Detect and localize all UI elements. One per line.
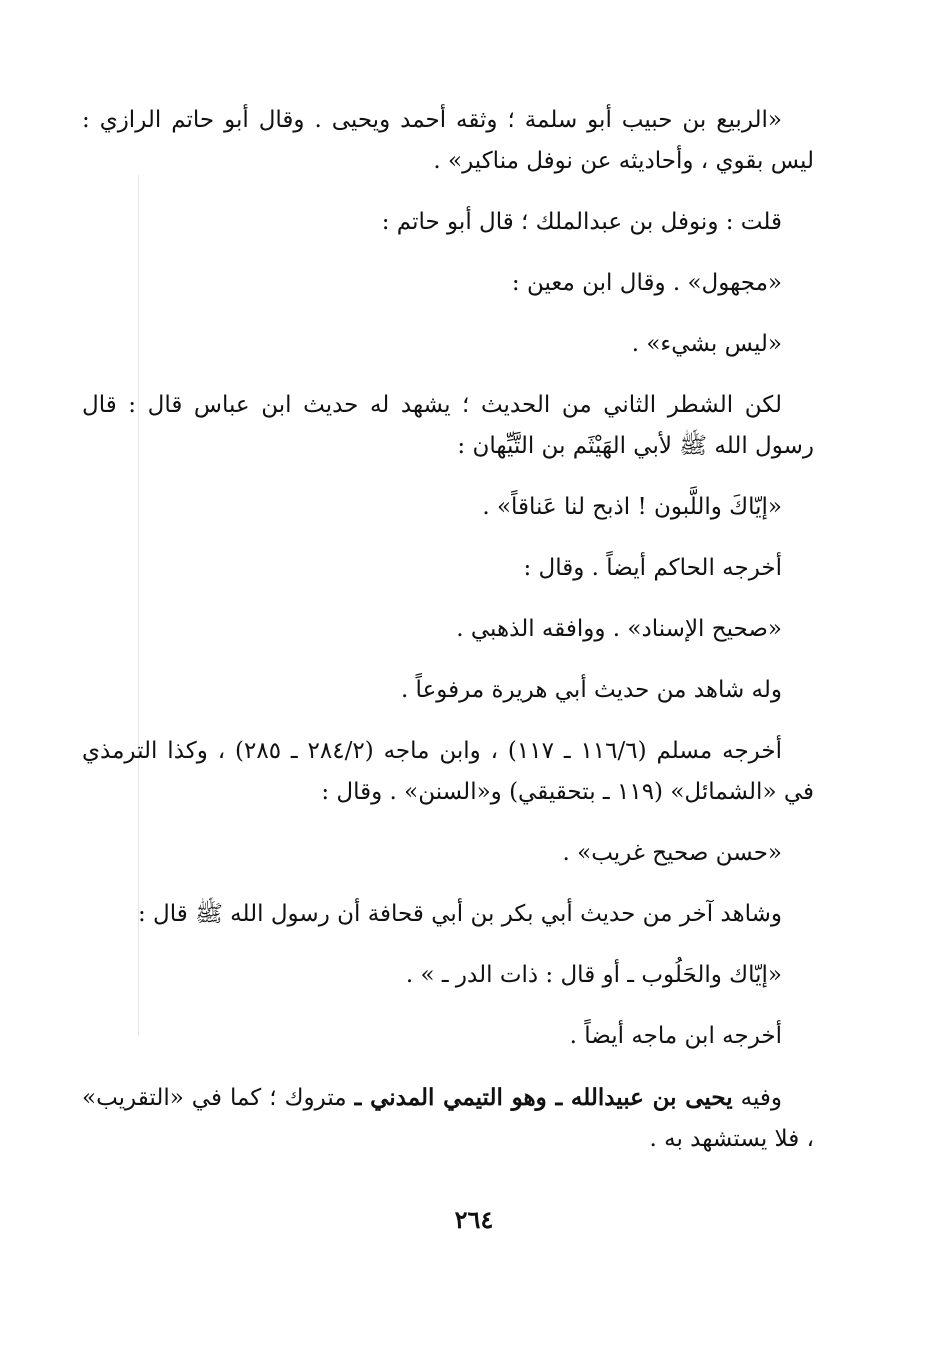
final-prefix: وفيه — [732, 1085, 783, 1111]
paragraph: وله شاهد من حديث أبي هريرة مرفوعاً . — [400, 677, 782, 703]
paragraph: «صحيح الإسناد» . ووافقه الذهبي . — [456, 616, 782, 642]
paragraph: أخرجه ابن ماجه أيضاً . — [569, 1023, 782, 1049]
paragraph: لكن الشطر الثاني من الحديث ؛ يشهد له حديث ابن عباس قال : قال رسول الله ﷺ لأبي الهَيْثَم بن التَّيِّهان : — [82, 392, 814, 459]
paragraph: «ليس بشيء» . — [631, 331, 782, 357]
page-body — [82, 100, 814, 1180]
paragraph: «مجهول» . وقال ابن معين : — [511, 270, 782, 296]
paragraph: أخرجه الحاكم أيضاً . وقال : — [523, 555, 782, 581]
final-bold-name: يحيى بن عبيدالله ـ وهو التيمي المدني ـ — [354, 1084, 733, 1111]
paragraph: وشاهد آخر من حديث أبي بكر بن أبي قحافة أن رسول الله ﷺ قال : — [138, 901, 782, 927]
paragraph: قلت : ونوفل بن عبدالملك ؛ قال أبو حاتم : — [381, 209, 782, 235]
paragraph: «الربيع بن حبيب أبو سلمة ؛ وثقه أحمد ويحيى . وقال أبو حاتم الرازي : ليس بقوي ، وأحاديثه عن نوفل مناكير» . — [82, 107, 814, 174]
final-suffix: متروك ؛ كما في «التقريب» ، فلا يستشهد به . — [82, 1085, 814, 1152]
paragraph-final — [82, 1077, 814, 1160]
page-number: ٢٦٤ — [454, 1205, 494, 1234]
paragraph: أخرجه مسلم (١١٦/٦ ـ ١١٧) ، وابن ماجه (٢٨٤/٢ ـ ٢٨٥) ، وكذا الترمذي في «الشمائل» (١١٩ ـ بتحقيقي) و«السنن» . وقال : — [82, 738, 814, 805]
paragraph: «إيّاك والحَلُوب ـ أو قال : ذات الدر ـ » . — [405, 962, 782, 988]
paragraph: «إيّاكَ واللَّبون ! اذبح لنا عَناقاً» . — [482, 494, 782, 520]
paragraph: «حسن صحيح غريب» . — [562, 840, 782, 866]
